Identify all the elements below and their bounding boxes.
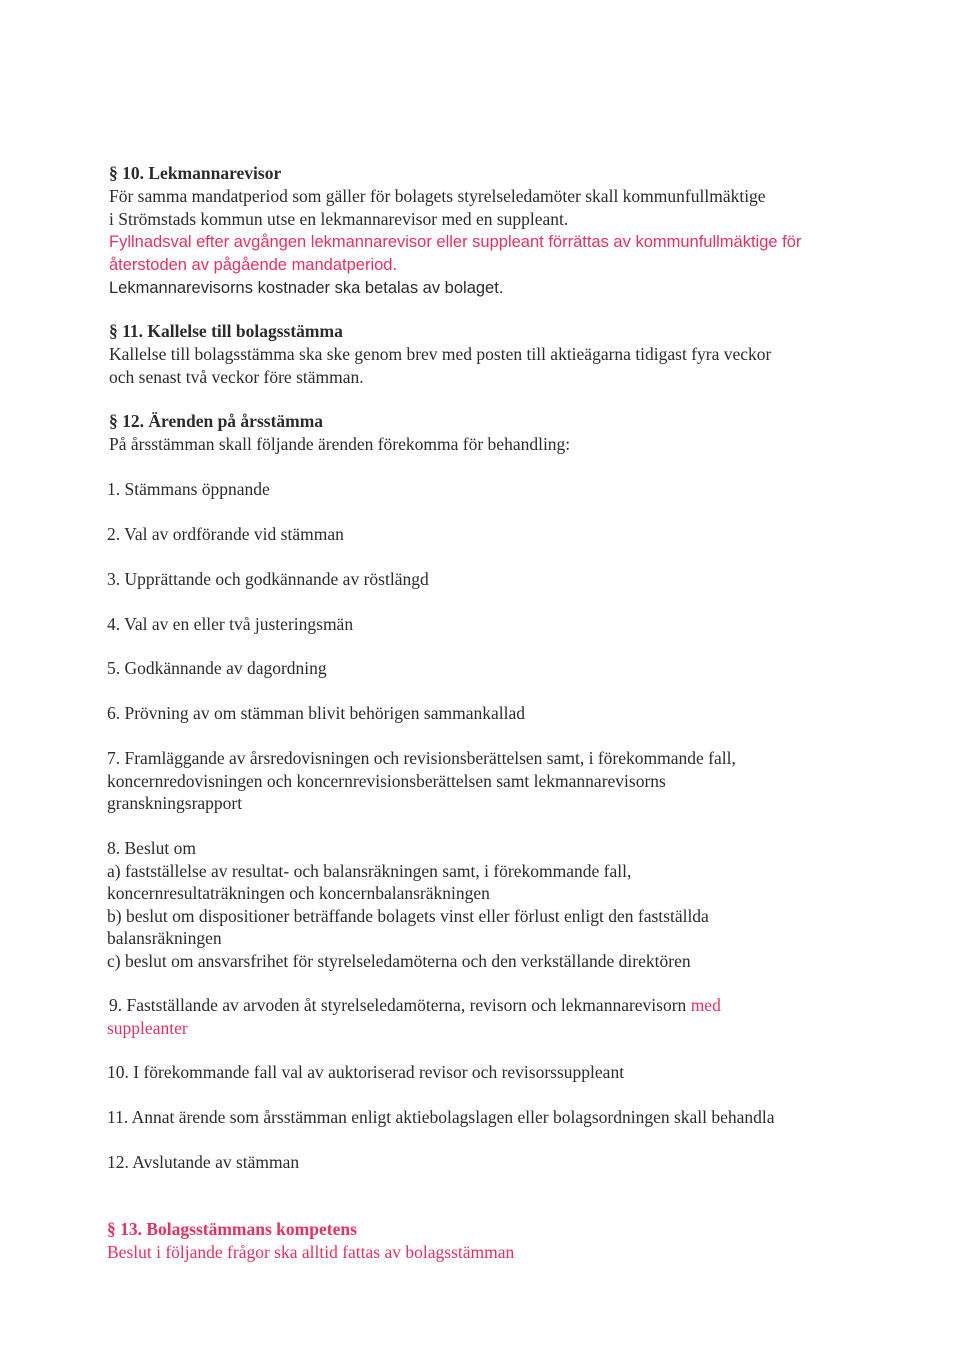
agenda-item-4: 4. Val av en eller två justeringsmän — [107, 614, 354, 634]
agenda-item-9-line — [109, 994, 721, 1016]
agenda-item-9-highlight-line: suppleanter — [107, 1018, 188, 1038]
section-11-heading: § 11. Kallelse till bolagsstämma — [109, 321, 343, 341]
agenda-item-6: 6. Prövning av om stämman blivit behörigen sammankallad — [107, 703, 525, 723]
section-13-text-line: Beslut i följande frågor ska alltid fattas av bolagsstämman — [107, 1242, 515, 1262]
section-12-heading: § 12. Ärenden på årsstämma — [109, 411, 324, 431]
section-10-cost-line: Lekmannarevisorns kostnader ska betalas av bolaget. — [109, 279, 504, 297]
agenda-item-8-line: a) fastställelse av resultat- och balansräkningen samt, i förekommande fall, — [107, 861, 632, 881]
agenda-item-10: 10. I förekommande fall val av auktoriserad revisor och revisorssuppleant — [107, 1062, 625, 1082]
agenda-item-8-line: balansräkningen — [107, 928, 222, 948]
section-10-highlight-line: återstoden av pågående mandatperiod. — [109, 256, 398, 274]
section-10-text-line: För samma mandatperiod som gäller för bolagets styrelseledamöter skall kommunfullmäktige — [109, 186, 766, 206]
agenda-item-8-line: c) beslut om ansvarsfrihet för styrelseledamöterna och den verkställande direktören — [107, 951, 691, 971]
agenda-item-5: 5. Godkännande av dagordning — [107, 658, 327, 678]
agenda-item-12: 12. Avslutande av stämman — [107, 1152, 300, 1172]
agenda-item-2: 2. Val av ordförande vid stämman — [107, 524, 344, 544]
agenda-item-8-line: koncernresultaträkningen och koncernbalansräkningen — [107, 883, 490, 903]
agenda-item-8-line: 8. Beslut om — [107, 838, 196, 858]
agenda-item-9-text: 9. Fastställande av arvoden åt styrelseledamöterna, revisorn och lekmannarevisorn — [109, 995, 687, 1015]
agenda-item-3: 3. Upprättande och godkännande av röstlängd — [107, 569, 429, 589]
section-10-heading: § 10. Lekmannarevisor — [109, 163, 282, 183]
section-10-highlight-line: Fyllnadsval efter avgången lekmannarevisor eller suppleant förrättas av kommunfullmäktige för — [109, 233, 802, 251]
agenda-item-7-line: koncernredovisningen och koncernrevisionsberättelsen samt lekmannarevisorns — [107, 771, 666, 791]
section-10-text-line: i Strömstads kommun utse en lekmannarevisor med en suppleant. — [109, 209, 569, 229]
section-11-text-line: och senast två veckor före stämman. — [109, 367, 364, 387]
agenda-item-7-line: granskningsrapport — [107, 793, 243, 813]
section-13-heading: § 13. Bolagsstämmans kompetens — [107, 1219, 357, 1239]
agenda-item-8-line: b) beslut om dispositioner beträffande bolagets vinst eller förlust enligt den fastställda — [107, 906, 709, 926]
agenda-item-11: 11. Annat ärende som årsstämman enligt aktiebolagslagen eller bolagsordningen skall behandla — [107, 1107, 775, 1127]
agenda-item-1: 1. Stämmans öppnande — [107, 479, 270, 499]
section-11-text-line: Kallelse till bolagsstämma ska ske genom brev med posten till aktieägarna tidigast fyra veckor — [109, 344, 772, 364]
section-12-intro: På årsstämman skall följande ärenden förekomma för behandling: — [109, 434, 571, 454]
agenda-item-7-line: 7. Framläggande av årsredovisningen och revisionsberättelsen samt, i förekommande fall, — [107, 748, 736, 768]
agenda-item-9-highlight: med — [690, 995, 721, 1015]
